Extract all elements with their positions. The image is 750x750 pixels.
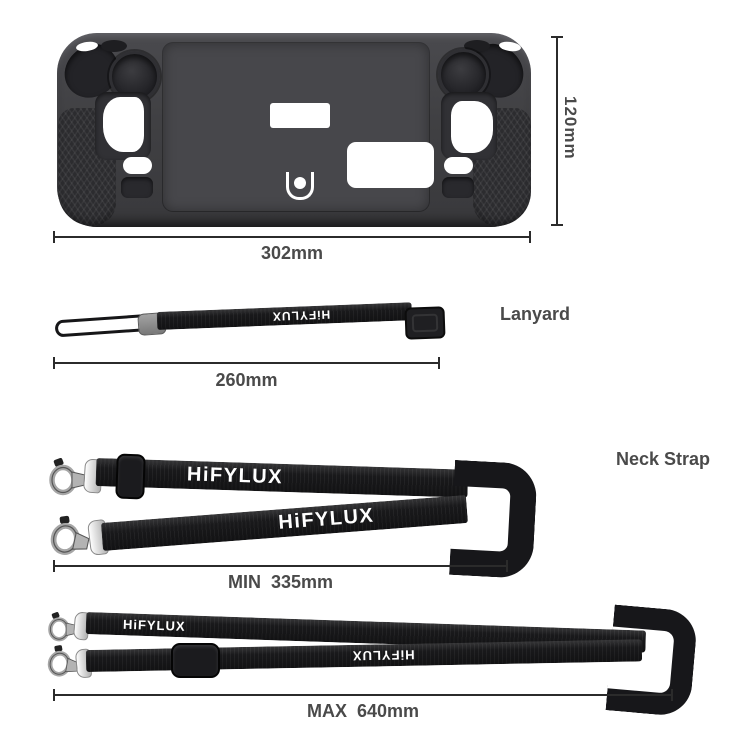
minstrap-lower-logo-text: HiFYLUX (277, 504, 376, 534)
max-length-label: MAX 640mm (306, 701, 420, 721)
lanyard-title: Lanyard (500, 304, 571, 324)
neck-strap-title: Neck Strap (616, 449, 711, 469)
dim-width-label: 302mm (260, 243, 324, 263)
case-large-cutout (347, 142, 434, 188)
dim-line-lanyard (53, 362, 440, 364)
case-lower-recess-left (121, 177, 153, 198)
neck-strap-max-lower-band (86, 639, 642, 672)
dim-height-label: 120mm (561, 96, 580, 160)
case-lower-recess-right (442, 177, 474, 198)
hifylux-u-logo-icon (286, 172, 314, 200)
case-button-cutout-left (123, 157, 152, 174)
case-trackpad-cutout-left (103, 97, 144, 152)
case-vent-cutout (270, 103, 330, 128)
maxstrap-lower-logo-text: HiFYLUX (351, 647, 415, 664)
lanyard-length-label: 260mm (215, 370, 278, 390)
dim-line-width (53, 236, 531, 238)
case-trackpad-cutout-right (451, 101, 493, 153)
case-top-recess-left (101, 40, 127, 52)
neck-strap-min-upper-band (96, 458, 469, 498)
lanyard-logo-text: HiFYLUX (271, 307, 331, 324)
dim-line-max (53, 694, 673, 696)
neck-strap-buckle (171, 643, 220, 678)
maxstrap-upper-logo-text: HiFYLUX (122, 616, 186, 634)
dim-line-height (556, 36, 558, 226)
neck-strap-slider (115, 454, 146, 500)
neck-strap-min-lower-band (101, 495, 468, 551)
dim-line-min (53, 565, 508, 567)
lanyard-end-clip (404, 306, 445, 339)
case-button-cutout-right (444, 157, 473, 174)
lanyard-strap (157, 302, 413, 330)
minstrap-upper-logo-text: HiFYLUX (186, 463, 284, 489)
swivel-clasp-icon (48, 458, 88, 496)
min-length-label: MIN 335mm (227, 572, 334, 592)
